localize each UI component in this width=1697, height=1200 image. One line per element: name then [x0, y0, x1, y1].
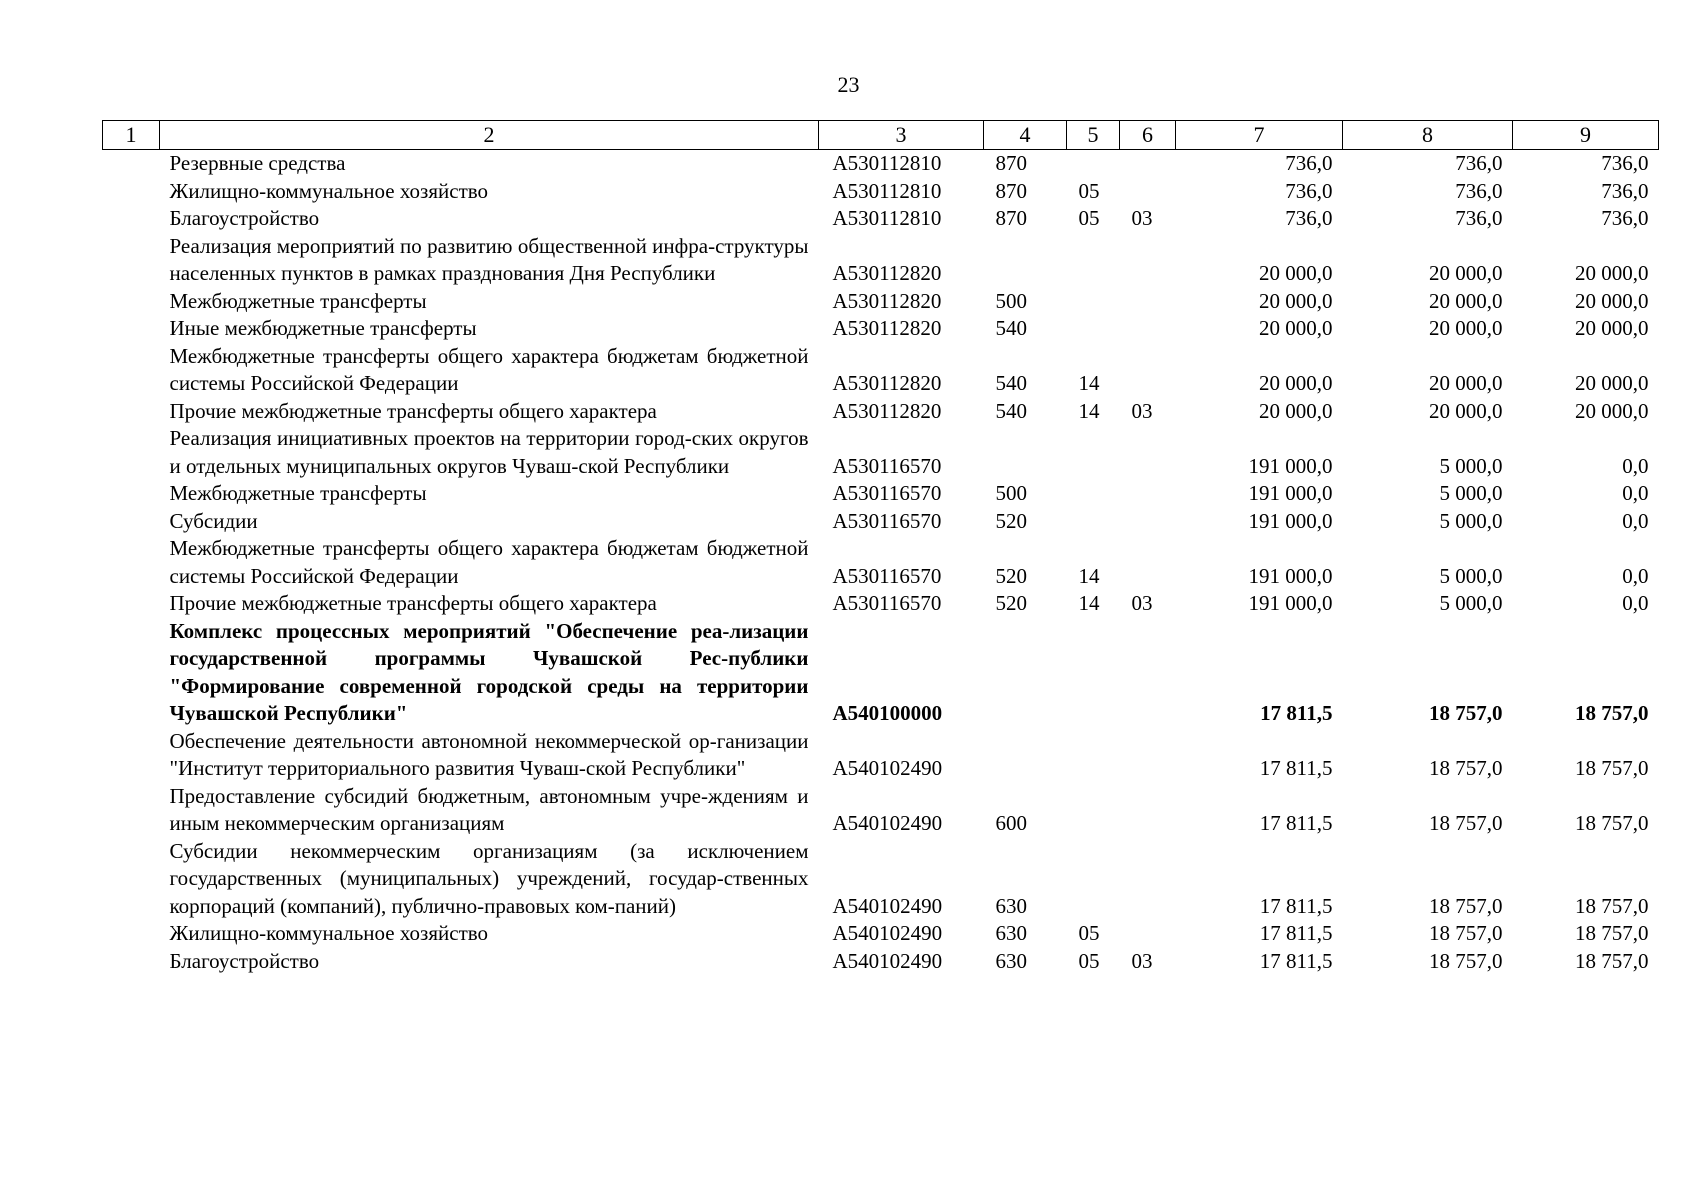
cell-subsection: 03: [1131, 591, 1153, 615]
cell-section: [1067, 728, 1120, 783]
cell-amount-year-3: 0,0: [1622, 453, 1649, 478]
cell-name: Комплекс процессных мероприятий "Обеспечение реа-лизации государственной программы Чувашской Рес-публики "Формирование современной городской среды на территории Чувашской Республики": [169, 618, 809, 725]
column-header-8: 8: [1343, 121, 1513, 150]
cell-subsection: [1120, 315, 1176, 343]
cell-amount-year-2: 20 000,0: [1429, 398, 1503, 423]
cell-target-code: А530116570: [832, 453, 942, 478]
cell-expense-type: 600: [995, 811, 1027, 835]
column-header-9: 9: [1513, 121, 1659, 150]
cell-amount-year-1: 191 000,0: [1248, 453, 1333, 478]
cell-section: [1067, 233, 1120, 288]
cell-expense-type: 500: [995, 481, 1027, 505]
cell-subsection: [1120, 508, 1176, 536]
table-row: [103, 205, 1659, 233]
cell-amount-year-1: 20 000,0: [1259, 371, 1333, 395]
table-row: [103, 178, 1659, 206]
table-row: [103, 233, 1659, 288]
cell-section: [1067, 618, 1120, 728]
table-row: [103, 315, 1659, 343]
cell-subsection: [1120, 233, 1176, 288]
cell-section: 05: [1078, 206, 1100, 230]
table-row: [103, 398, 1659, 426]
cell-expense-type: 520: [995, 508, 1027, 533]
table-row: [103, 783, 1659, 838]
cell-target-code: А530116570: [832, 591, 942, 615]
cell-amount-year-1: 736,0: [1285, 151, 1333, 175]
cell-section: 05: [1078, 948, 1100, 973]
cell-target-code: А530112820: [832, 288, 942, 313]
table-row: [103, 480, 1659, 508]
cell-name: Межбюджетные трансферты: [169, 481, 427, 505]
cell-amount-year-2: 5 000,0: [1439, 591, 1503, 615]
cell-amount-year-2: 736,0: [1455, 206, 1503, 230]
cell-subsection: [1120, 920, 1176, 948]
cell-subsection: [1120, 343, 1176, 398]
cell-name: Межбюджетные трансферты общего характера бюджетам бюджетной системы Российской Федерации: [169, 343, 809, 395]
cell-subsection: [1120, 728, 1176, 783]
cell-amount-year-3: 0,0: [1622, 481, 1649, 505]
cell-expense-type: 520: [995, 563, 1027, 588]
cell-index: [103, 205, 160, 233]
cell-section: [1067, 315, 1120, 343]
cell-name: Прочие межбюджетные трансферты общего характера: [169, 398, 657, 423]
cell-index: [103, 150, 160, 178]
table-row: [103, 618, 1659, 728]
cell-index: [103, 508, 160, 536]
table-body: [103, 150, 1659, 976]
cell-expense-type: 500: [995, 288, 1027, 313]
cell-expense-type: [984, 425, 1067, 480]
cell-amount-year-1: 20 000,0: [1259, 288, 1333, 313]
table-row: [103, 920, 1659, 948]
cell-amount-year-1: 17 811,5: [1259, 921, 1333, 945]
cell-subsection: [1120, 150, 1176, 178]
cell-index: [103, 783, 160, 838]
table-row: [103, 728, 1659, 783]
cell-amount-year-3: 18 757,0: [1575, 756, 1649, 780]
cell-amount-year-3: 0,0: [1622, 563, 1649, 588]
cell-name: Жилищно-коммунальное хозяйство: [169, 178, 489, 203]
cell-section: 14: [1078, 398, 1100, 423]
column-header-4: 4: [984, 121, 1067, 150]
table-row: [103, 425, 1659, 480]
cell-section: [1067, 425, 1120, 480]
table-row: [103, 508, 1659, 536]
cell-name: Жилищно-коммунальное хозяйство: [169, 921, 489, 945]
table-row: [103, 150, 1659, 178]
cell-target-code: А540102490: [832, 948, 943, 973]
cell-amount-year-1: 17 811,5: [1259, 756, 1333, 780]
cell-section: 14: [1078, 371, 1100, 395]
cell-amount-year-2: 5 000,0: [1439, 481, 1503, 505]
cell-expense-type: [984, 728, 1067, 783]
cell-section: [1067, 150, 1120, 178]
cell-name: Иные межбюджетные трансферты: [169, 316, 477, 340]
cell-amount-year-2: 5 000,0: [1439, 563, 1503, 588]
cell-target-code: А530112810: [832, 206, 942, 230]
cell-amount-year-2: 20 000,0: [1429, 288, 1503, 313]
cell-amount-year-2: 18 757,0: [1429, 701, 1503, 725]
cell-expense-type: [984, 618, 1067, 728]
cell-amount-year-2: 20 000,0: [1429, 261, 1503, 285]
cell-subsection: [1120, 783, 1176, 838]
cell-section: [1067, 838, 1120, 921]
cell-section: 05: [1078, 921, 1100, 945]
cell-index: [103, 398, 160, 426]
cell-target-code: А540102490: [832, 921, 943, 945]
table-row: [103, 535, 1659, 590]
cell-amount-year-2: 18 757,0: [1429, 921, 1503, 945]
cell-index: [103, 233, 160, 288]
cell-amount-year-1: 191 000,0: [1248, 481, 1333, 505]
cell-amount-year-2: 20 000,0: [1429, 371, 1503, 395]
cell-expense-type: 540: [995, 371, 1027, 395]
cell-amount-year-3: 736,0: [1601, 206, 1649, 230]
cell-subsection: [1120, 178, 1176, 206]
cell-amount-year-3: 20 000,0: [1575, 316, 1649, 340]
cell-subsection: [1120, 838, 1176, 921]
cell-amount-year-3: 0,0: [1622, 508, 1649, 533]
cell-index: [103, 425, 160, 480]
cell-amount-year-3: 20 000,0: [1575, 398, 1649, 423]
cell-index: [103, 315, 160, 343]
cell-amount-year-1: 736,0: [1285, 178, 1333, 203]
cell-amount-year-3: 18 757,0: [1575, 811, 1649, 835]
cell-amount-year-1: 20 000,0: [1259, 398, 1333, 423]
cell-amount-year-2: 736,0: [1455, 178, 1503, 203]
cell-target-code: А530112820: [832, 371, 942, 395]
cell-name: Межбюджетные трансферты общего характера бюджетам бюджетной системы Российской Федерации: [169, 536, 809, 588]
cell-amount-year-1: 191 000,0: [1248, 508, 1333, 533]
cell-target-code: А540102490: [832, 756, 943, 780]
cell-amount-year-2: 736,0: [1455, 151, 1503, 175]
cell-expense-type: 630: [995, 948, 1027, 973]
cell-name: Реализация мероприятий по развитию общественной инфра-структуры населенных пунктов в рамках празднования Дня Республики: [169, 233, 809, 285]
cell-target-code: А530116570: [832, 481, 942, 505]
table-row: [103, 948, 1659, 976]
cell-amount-year-1: 736,0: [1285, 206, 1333, 230]
cell-amount-year-3: 20 000,0: [1575, 371, 1649, 395]
cell-target-code: А530112810: [832, 178, 942, 203]
cell-amount-year-3: 20 000,0: [1575, 261, 1649, 285]
column-header-1: 1: [103, 121, 160, 150]
column-header-3: 3: [819, 121, 984, 150]
cell-subsection: 03: [1131, 206, 1153, 230]
cell-expense-type: 520: [995, 591, 1027, 615]
cell-name: Субсидии некоммерческим организациям (за исключением государственных (муниципальных) учреждений, государ-ственных корпораций (компаний), публично-правовых ком-паний): [169, 838, 809, 918]
cell-section: 14: [1078, 563, 1100, 588]
cell-target-code: А530116570: [832, 563, 942, 588]
cell-index: [103, 590, 160, 618]
cell-name: Резервные средства: [169, 151, 346, 175]
cell-amount-year-1: 17 811,5: [1259, 811, 1333, 835]
cell-target-code: А530112820: [832, 261, 942, 285]
cell-name: Благоустройство: [169, 206, 320, 230]
cell-section: [1067, 508, 1120, 536]
cell-index: [103, 535, 160, 590]
cell-amount-year-2: 18 757,0: [1429, 811, 1503, 835]
cell-amount-year-1: 17 811,5: [1259, 893, 1333, 918]
table-row: [103, 838, 1659, 921]
cell-index: [103, 618, 160, 728]
cell-name: Межбюджетные трансферты: [169, 288, 427, 313]
page-number: 23: [837, 72, 860, 97]
cell-section: 05: [1078, 178, 1100, 203]
cell-index: [103, 948, 160, 976]
cell-target-code: А540102490: [832, 893, 943, 918]
cell-amount-year-1: 17 811,5: [1259, 948, 1333, 973]
cell-index: [103, 920, 160, 948]
cell-amount-year-3: 0,0: [1622, 591, 1649, 615]
cell-subsection: [1120, 288, 1176, 316]
cell-name: Реализация инициативных проектов на территории город-ских округов и отдельных муниципальных округов Чуваш-ской Республики: [169, 426, 809, 478]
table-header: [103, 121, 1659, 150]
cell-expense-type: 540: [995, 316, 1027, 340]
cell-subsection: [1120, 480, 1176, 508]
column-header-6: 6: [1120, 121, 1176, 150]
cell-index: [103, 343, 160, 398]
cell-amount-year-1: 20 000,0: [1259, 316, 1333, 340]
cell-target-code: А530112820: [832, 398, 942, 423]
cell-section: [1067, 480, 1120, 508]
cell-expense-type: 630: [995, 893, 1027, 918]
cell-target-code: А530112810: [832, 151, 942, 175]
cell-section: [1067, 288, 1120, 316]
cell-section: 14: [1078, 591, 1100, 615]
cell-expense-type: 870: [995, 206, 1027, 230]
cell-amount-year-3: 18 757,0: [1575, 921, 1649, 945]
cell-name: Прочие межбюджетные трансферты общего характера: [169, 591, 657, 615]
cell-amount-year-2: 18 757,0: [1429, 756, 1503, 780]
cell-name: Субсидии: [169, 508, 258, 533]
column-header-7: 7: [1176, 121, 1343, 150]
cell-subsection: 03: [1131, 398, 1153, 423]
cell-amount-year-3: 18 757,0: [1575, 893, 1649, 918]
budget-table: [102, 120, 1659, 975]
cell-index: [103, 728, 160, 783]
cell-target-code: А530112820: [832, 316, 942, 340]
cell-amount-year-2: 18 757,0: [1429, 948, 1503, 973]
cell-target-code: А540102490: [832, 811, 943, 835]
table-row: [103, 288, 1659, 316]
cell-section: [1067, 783, 1120, 838]
cell-amount-year-1: 191 000,0: [1248, 591, 1333, 615]
cell-expense-type: 630: [995, 921, 1027, 945]
cell-subsection: [1120, 535, 1176, 590]
cell-amount-year-3: 736,0: [1601, 151, 1649, 175]
cell-amount-year-1: 20 000,0: [1259, 261, 1333, 285]
cell-index: [103, 480, 160, 508]
cell-name: Благоустройство: [169, 948, 320, 973]
cell-expense-type: [984, 233, 1067, 288]
cell-amount-year-3: 18 757,0: [1575, 701, 1649, 725]
cell-amount-year-3: 736,0: [1601, 178, 1649, 203]
cell-subsection: [1120, 425, 1176, 480]
cell-target-code: А530116570: [832, 508, 942, 533]
cell-amount-year-1: 17 811,5: [1260, 701, 1333, 725]
table-row: [103, 343, 1659, 398]
cell-subsection: 03: [1131, 948, 1153, 973]
cell-amount-year-2: 18 757,0: [1429, 893, 1503, 918]
header-row: [103, 121, 1659, 150]
column-header-2: 2: [160, 121, 819, 150]
cell-expense-type: 540: [995, 398, 1027, 423]
cell-amount-year-2: 20 000,0: [1429, 316, 1503, 340]
column-header-5: 5: [1067, 121, 1120, 150]
cell-target-code: А540100000: [832, 701, 943, 725]
cell-subsection: [1120, 618, 1176, 728]
cell-expense-type: 870: [995, 151, 1027, 175]
cell-name: Обеспечение деятельности автономной некоммерческой ор-ганизации "Институт территориального развития Чуваш-ской Республики": [169, 728, 809, 780]
cell-index: [103, 838, 160, 921]
cell-name: Предоставление субсидий бюджетным, автономным учре-ждениям и иным некоммерческим организациям: [169, 783, 809, 835]
cell-expense-type: 870: [995, 178, 1027, 203]
cell-index: [103, 178, 160, 206]
cell-amount-year-2: 5 000,0: [1439, 453, 1503, 478]
cell-index: [103, 288, 160, 316]
cell-amount-year-3: 18 757,0: [1575, 948, 1649, 973]
cell-amount-year-3: 20 000,0: [1575, 288, 1649, 313]
table-row: [103, 590, 1659, 618]
cell-amount-year-2: 5 000,0: [1439, 508, 1503, 533]
cell-amount-year-1: 191 000,0: [1248, 563, 1333, 588]
